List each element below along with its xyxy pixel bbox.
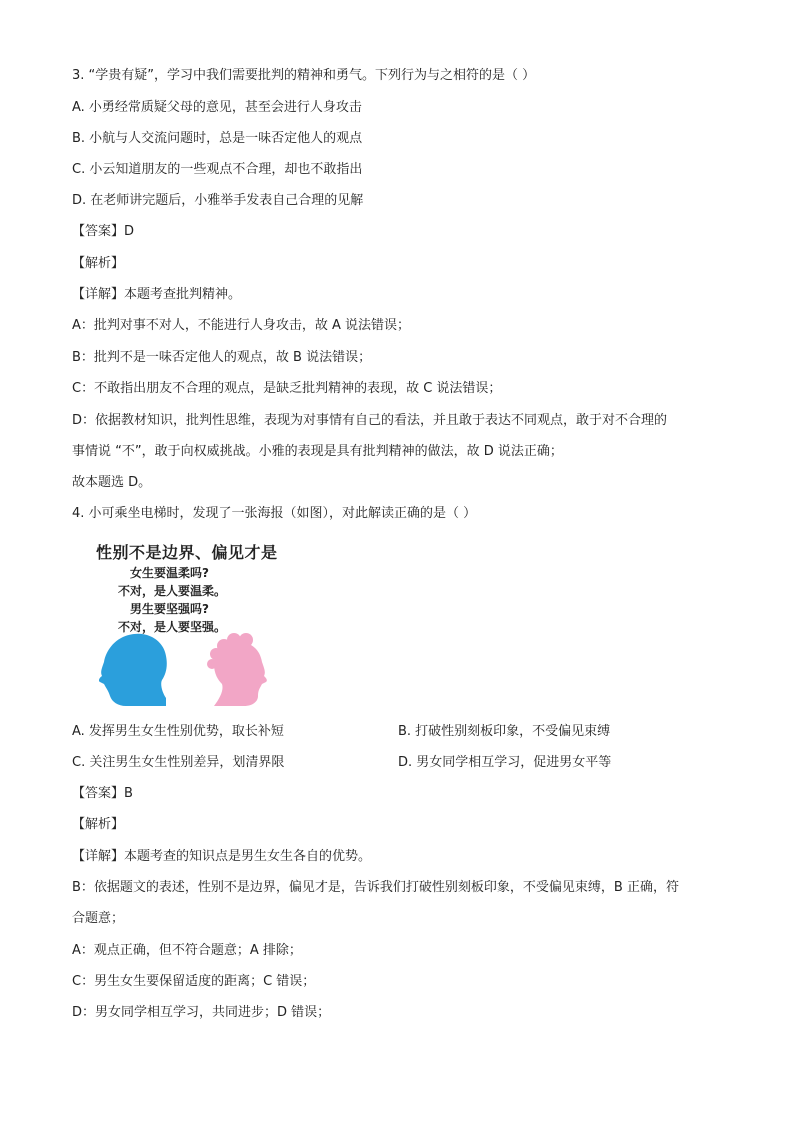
q3-explain-a: A：批判对事不对人，不能进行人身攻击，故 A 说法错误； — [72, 318, 411, 333]
q3-stem: 3. “学贵有疑”，学习中我们需要批判的精神和勇气。下列行为与之相符的是（ ） — [72, 68, 536, 83]
q4-option-b: B. 打破性别刻板印象，不受偏见束缚 — [398, 724, 611, 739]
q4-explain-d: D：男女同学相互学习，共同进步；D 错误； — [72, 1005, 331, 1020]
q3-answer: 【答案】D — [72, 224, 135, 239]
q4-detail: 【详解】本题考查的知识点是男生女生各自的优势。 — [72, 849, 372, 864]
q3-explain-c: C：不敢指出朋友不合理的观点，是缺乏批判精神的表现，故 C 说法错误； — [72, 381, 502, 396]
q3-explain-d1: D：依据教材知识，批判性思维，表现为对事情有自己的看法，并且敢于表达不同观点，敢于对不合理的 — [72, 413, 668, 428]
q4-explain-a: A：观点正确，但不符合题意；A 排除； — [72, 943, 302, 958]
q4-explain-b1: B：依据题文的表述，性别不是边界，偏见才是，告诉我们打破性别刻板印象，不受偏见束缚，B 正确，符 — [72, 880, 679, 895]
poster-line-2: 不对，是人要温柔。 — [118, 584, 227, 598]
q4-stem: 4. 小可乘坐电梯时，发现了一张海报（如图），对此解读正确的是（ ） — [72, 506, 477, 521]
q4-explain-c: C：男生女生要保留适度的距离；C 错误； — [72, 974, 316, 989]
q3-option-d: D. 在老师讲完题后，小雅举手发表自己合理的见解 — [72, 193, 364, 208]
q3-detail: 【详解】本题考查批判精神。 — [72, 287, 242, 302]
q3-explain-b: B：批判不是一味否定他人的观点，故 B 说法错误； — [72, 350, 372, 365]
q4-explain-b2: 合题意； — [72, 911, 125, 926]
poster-line-3: 男生要坚强吗? — [130, 602, 209, 616]
male-head-silhouette — [99, 634, 167, 706]
poster-line-1: 女生要温柔吗? — [130, 566, 209, 580]
poster-line-4: 不对，是人要坚强。 — [118, 620, 227, 634]
poster-image — [96, 540, 296, 710]
q4-option-a: A. 发挥男生女生性别优势，取长补短 — [72, 724, 284, 739]
q3-option-b: B. 小航与人交流问题时，总是一味否定他人的观点 — [72, 131, 363, 146]
q3-explain-d2: 事情说 “不”，敢于向权威挑战。小雅的表现是具有批判精神的做法，故 D 说法正确； — [72, 444, 563, 459]
q3-option-a: A. 小勇经常质疑父母的意见，甚至会进行人身攻击 — [72, 100, 362, 115]
q4-analysis-tag: 【解析】 — [72, 817, 125, 832]
q3-conclusion: 故本题选 D。 — [72, 475, 152, 490]
q4-answer: 【答案】B — [72, 786, 133, 801]
q3-analysis-tag: 【解析】 — [72, 256, 125, 271]
q4-option-c: C. 关注男生女生性别差异，划清界限 — [72, 755, 285, 770]
q4-option-d: D. 男女同学相互学习，促进男女平等 — [398, 755, 612, 770]
poster-heads-graphic — [96, 632, 296, 712]
q3-option-c: C. 小云知道朋友的一些观点不合理，却也不敢指出 — [72, 162, 363, 177]
poster-title: 性别不是边界、偏见才是 — [96, 543, 278, 562]
